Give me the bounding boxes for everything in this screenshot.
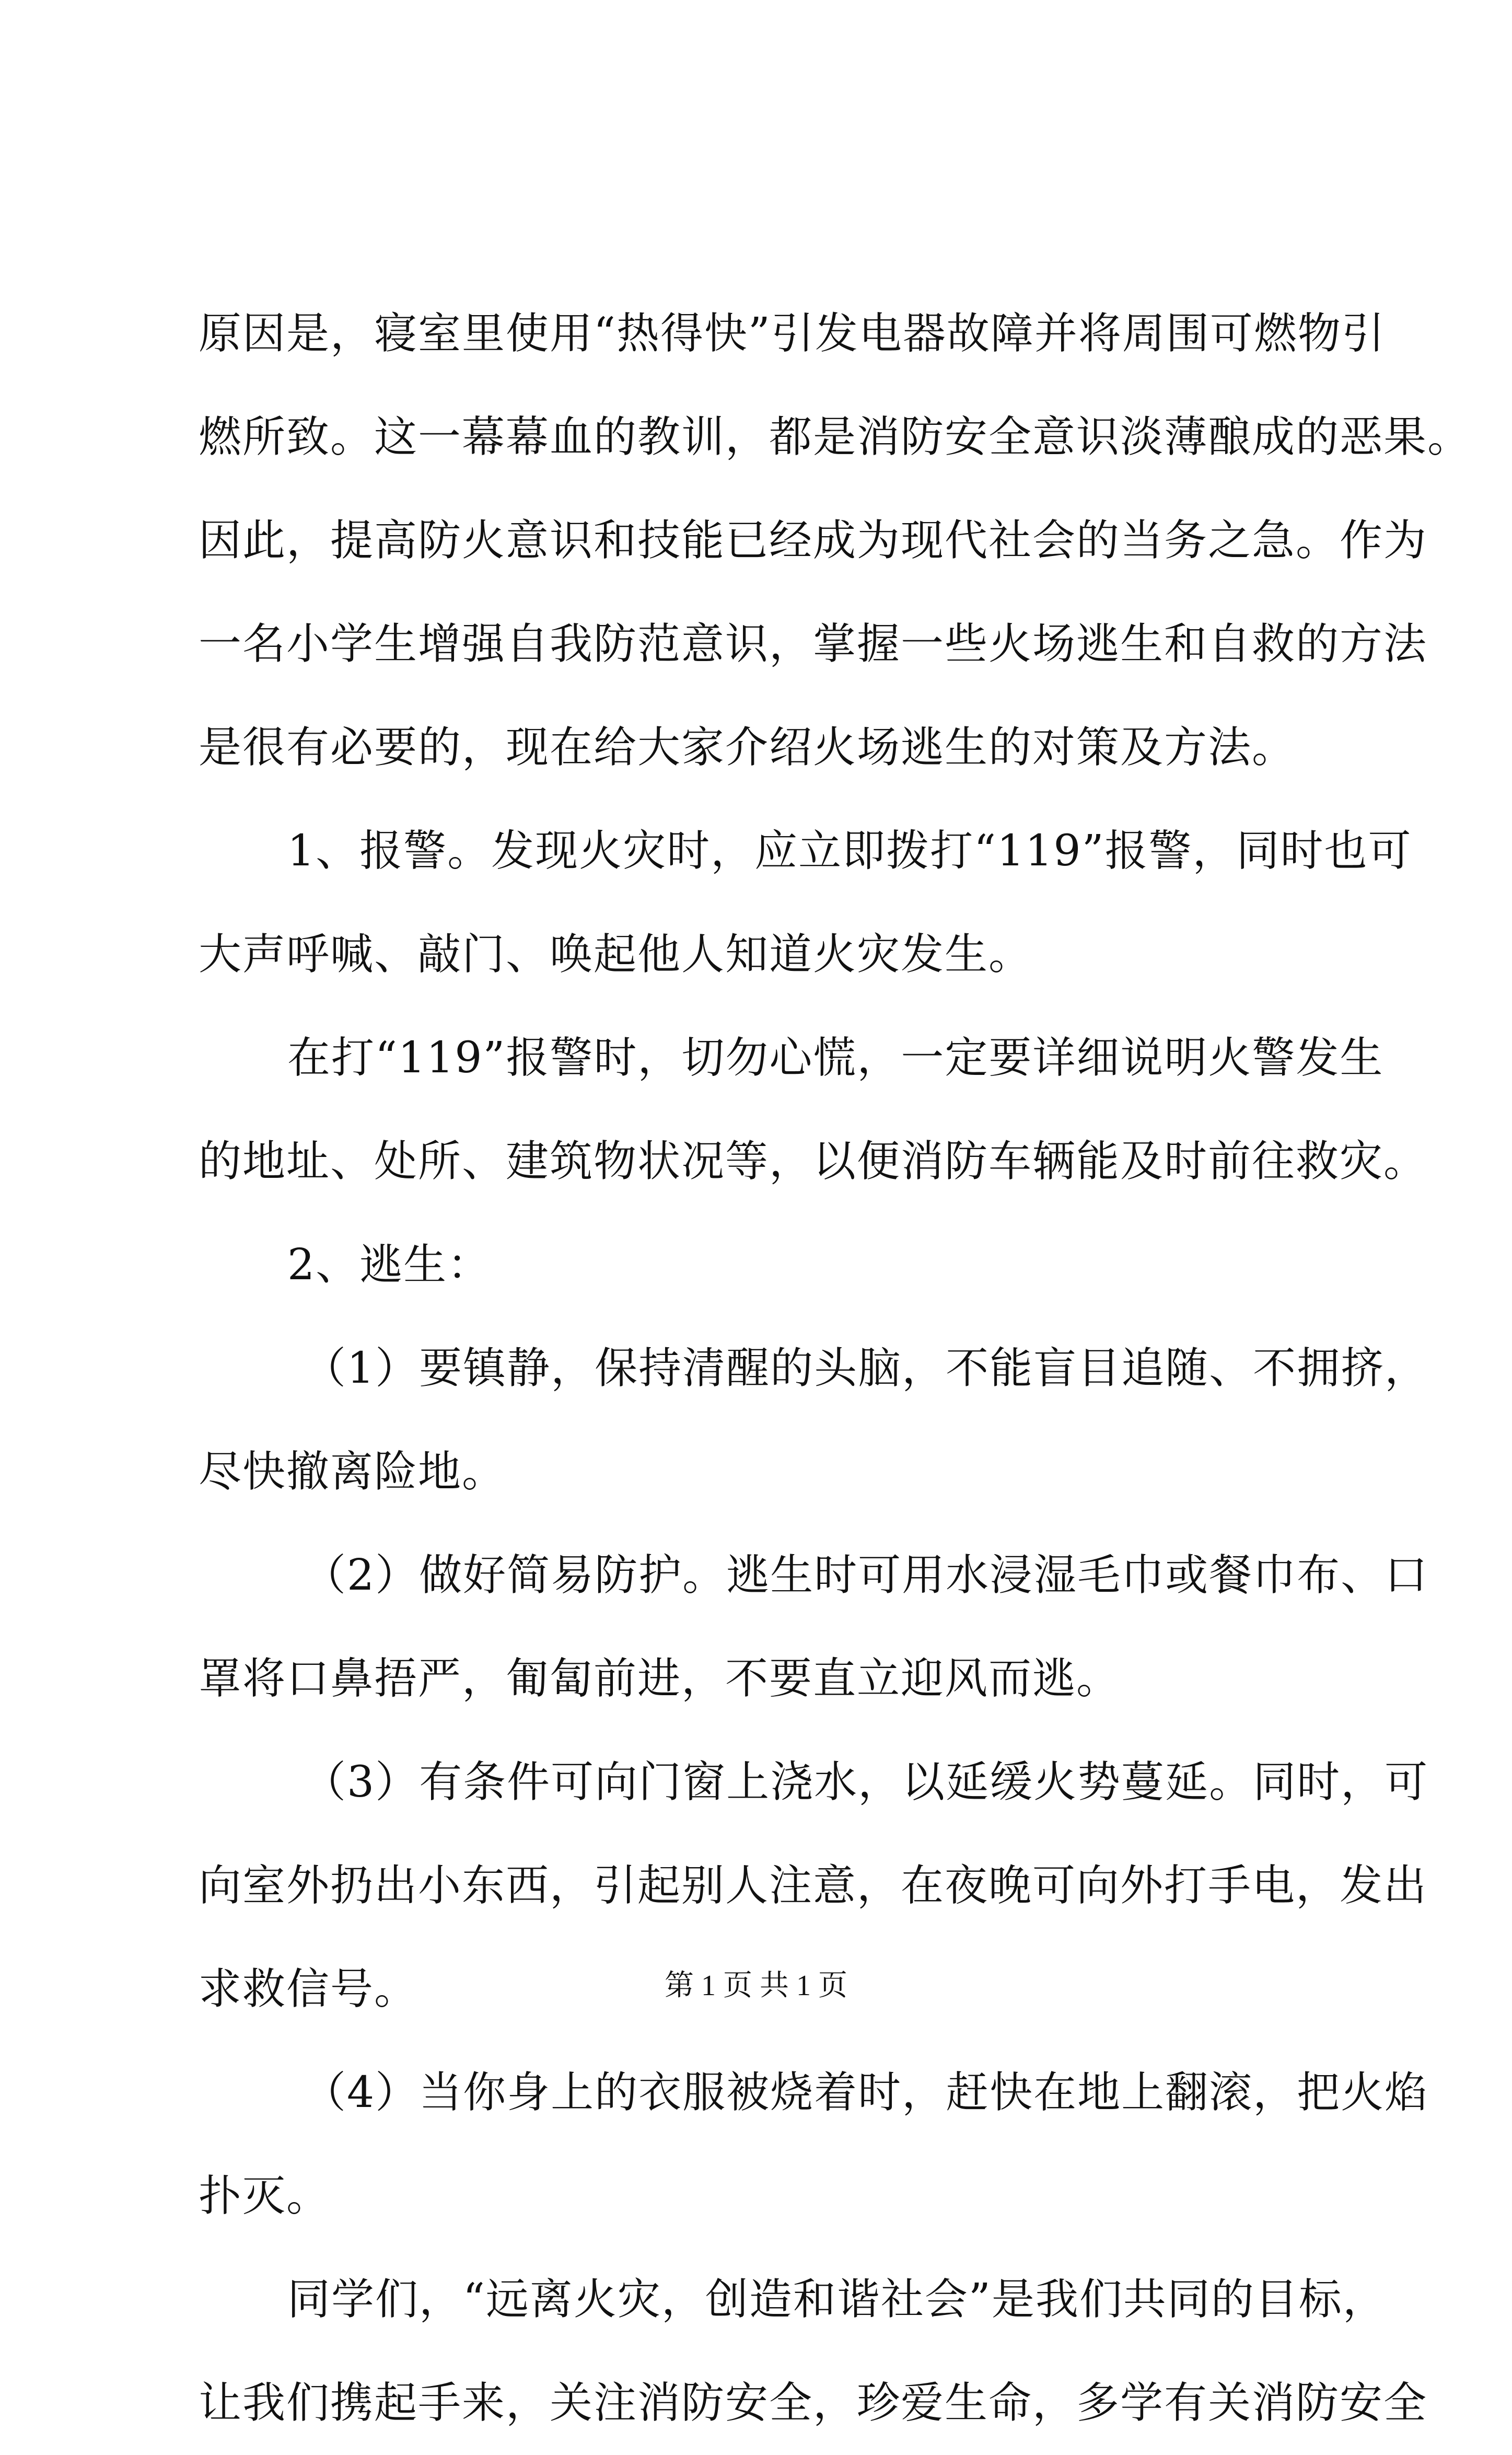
text-line: 尽快撤离险地。 (199, 1447, 506, 1497)
text-line: 在打“119”报警时，切勿心慌，一定要详细说明火警发生 (287, 1033, 1384, 1083)
text-line: 的地址、处所、建筑物状况等，以便消防车辆能及时前往救灾。 (199, 1137, 1428, 1186)
text-line: 一名小学生增强自我防范意识，掌握一些火场逃生和自救的方法 (199, 619, 1428, 669)
text-line: 1、报警。发现火灾时，应立即拨打“119”报警，同时也可 (287, 826, 1412, 876)
text-line: 是很有必要的，现在给大家介绍火场逃生的对策及方法。 (199, 723, 1296, 772)
text-line: 扑灭。 (199, 2171, 331, 2221)
text-line: 向室外扔出小东西，引起别人注意，在夜晚可向外打手电，发出 (199, 1861, 1428, 1910)
text-line: （2）做好简易防护。逃生时可用水浸湿毛巾或餐巾布、口 (303, 1550, 1429, 1600)
text-line: 原因是，寝室里使用“热得快”引发电器故障并将周围可燃物引 (199, 309, 1386, 358)
page-footer: 第 1 页 共 1 页 (665, 1970, 847, 2002)
text-line: 求救信号。 (199, 1964, 418, 2014)
text-line: 燃所致。这一幕幕血的教训，都是消防安全意识淡薄酿成的恶果。 (199, 412, 1472, 462)
text-line: （1）要镇静，保持清醒的头脑，不能盲目追随、不拥挤， (303, 1344, 1429, 1393)
document-body (199, 282, 1472, 2455)
text-line: 大声呼喊、敲门、唤起他人知道火灾发生。 (199, 930, 1033, 979)
text-line: （3）有条件可向门窗上浇水，以延缓火势蔓延。同时，可 (303, 1757, 1429, 1807)
text-line: 让我们携起手来，关注消防安全，珍爱生命，多学有关消防安全 (199, 2378, 1428, 2428)
text-line: 同学们，“远离火灾，创造和谐社会”是我们共同的目标， (287, 2275, 1387, 2324)
text-line: （4）当你身上的衣服被烧着时，赶快在地上翻滚，把火焰 (303, 2068, 1429, 2117)
text-line: 因此，提高防火意识和技能已经成为现代社会的当务之急。作为 (199, 516, 1428, 565)
text-line: 2、逃生： (287, 1240, 492, 1290)
text-line: 罩将口鼻捂严，匍匐前进，不要直立迎风而逃。 (199, 1654, 1121, 1704)
